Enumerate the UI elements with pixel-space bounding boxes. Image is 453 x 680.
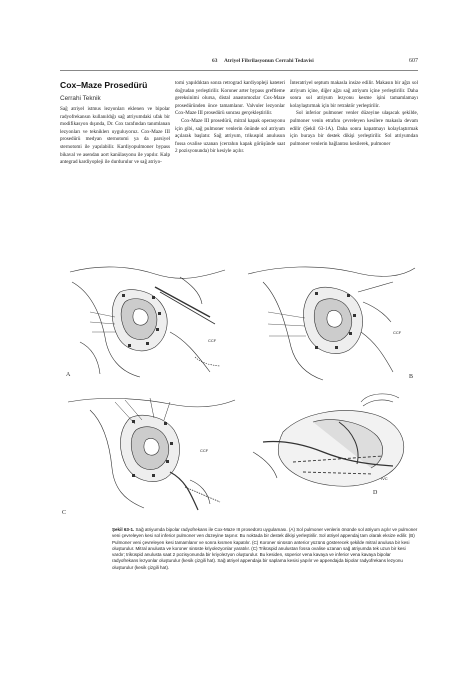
panel-label-d: D xyxy=(373,490,378,496)
panel-label-a: A xyxy=(66,372,71,378)
paragraph: tomi yapıldıktan sonra retrograd kardiyopleji kateteri doğrudan yerleştirilir. Koroner arter bypass greftleme gereksinimi olursa, distal anastomozlar Cox-Maze prosedüründen önce tamamlanır. Valvuler lezyonlar Cox-Maze III prosedürü sonrası gerçekleştirilir. xyxy=(175,80,285,117)
surgical-illustration-c xyxy=(60,392,240,520)
text-column-3 xyxy=(290,80,418,148)
page-number: 607 xyxy=(409,58,418,64)
paragraph: İnteratriyel septum makasla insize edilir. Makasın bir ağzı sol atriyum içine, diğer ağzı sağ atriyum içine yerleştirilir. Daha sonra sol atriyum lezyonu kesme işini tamamlamayı kolaylaştırmak için bir retraktör yerleştirilir. xyxy=(290,80,418,109)
caption-lead: Şekil 63-1. xyxy=(112,527,135,532)
caption-text: Sağ atriyumda bipolar radyofrekans ile Cox-Maze III prosedürü uygulaması. (A) Sol pulmoner venlerin önünde sol atriyum açılır ve pulmoner veni çevreleyen kesi sol inferior pulmoner ven düzeyine taşınır. Bu noktada bir destek dikişi yerleştirilir. Sol atriyel appendaj tam olarak eksize edilir. (B) Pulmoner veni çevreleyen kesi tamamlanır ve sonra kısmen kapatılır. (C) Koroner sinüsün anterior yüzünü gösterecek şekilde mitral anulusa bir kesi oluşturulur. Mitral anulusta ve koroner sinüste kriyolezyonlar yaratılır. (C) Triküspid anulustan fossa ovalise uzanan sağ atriyumda tek uzun bir kesi vardır; triküspid anulusta saat 2 pozisyonunda bir kriyolezyon oluşturulur. Bu kesiden, süperior vena kavaya ve inferior vena kavaya bipolar radyofrekans lezyonlar oluşturulur (kesik çizgili hat). Sağ atriyel appendaja bir saplama kesisi yapılır ve appendajda bipolar radyofrekans lezyonu oluşturulur (kesik çizgili hat). xyxy=(112,527,418,570)
chapter-title: Atriyel Fibrilasyonun Cerrahi Tedavisi xyxy=(224,58,314,64)
paragraph: Cox-Maze III prosedürü, mitral kapak operasyonu için gibi, sağ pulmoner venlerin önünde sol atriyum açılarak başlatır. Sağ atriyum, trikuspid anulusun fossa ovalise uzanan (cerrahın kapak görüşünde saat 2 pozisyonunda) bir kesiyle açılır. xyxy=(175,117,285,155)
text-column-1 xyxy=(60,106,170,167)
paragraph: Sol inferior pulmoner venler düzeyine ulaşacak şekilde, pulmoner venin etrafını çevreleyen kesilere makasla devam edilir (Şekil 63-1A). Daha sonra kapatmayı kolaylaştırmak için buraya bir destek dikişi yerleştirilir. Sol atriyumdan pulmoner venlerin bağlantısı kesilerek, pulmoner xyxy=(290,110,418,147)
panel-label-b: B xyxy=(409,374,414,380)
text-column-2 xyxy=(175,80,285,156)
anatomy-label: CCF xyxy=(393,330,402,335)
section-title: Cox–Maze Prosedürü xyxy=(60,80,148,90)
surgical-illustration-a xyxy=(60,262,240,384)
figure-caption xyxy=(112,527,418,571)
panel-label-c: C xyxy=(62,510,67,516)
section-subtitle: Cerrahi Teknik xyxy=(60,95,101,102)
surgical-illustration-b xyxy=(243,262,419,384)
paragraph: Sağ atriyel istmus lezyonları eklenen ve bipolar radyofrekansın kullanıldığı sağ atriyumdaki ufak bir modifikasyon dışında, Dr. Cox tarafından tanımlanan lezyonları ve tekniklerı uyguluyoruz. Cox-Maze III prosedürü medyan sternotomi ya da parsiyel sternotomi ile yapılabilir. Kardiyopulmoner bypass bikaval ve asendan aort kanülasyonu ile yapılır. Kalp antegrad kardiyopleji ile durdurulur ve sağ atriyo- xyxy=(60,106,170,166)
anatomy-label: CCF xyxy=(200,448,209,453)
chapter-number: 63 xyxy=(212,58,218,64)
figure-panel-c xyxy=(60,392,240,520)
figure-panel-a xyxy=(60,262,240,384)
figure-panel-b xyxy=(243,262,419,384)
header-rule xyxy=(60,70,418,71)
anatomy-label: CCF xyxy=(208,338,217,343)
surgical-illustration-d xyxy=(243,392,419,502)
running-header xyxy=(200,58,418,68)
figure-panel-d xyxy=(243,392,419,502)
anatomy-label: IVC xyxy=(381,476,388,481)
